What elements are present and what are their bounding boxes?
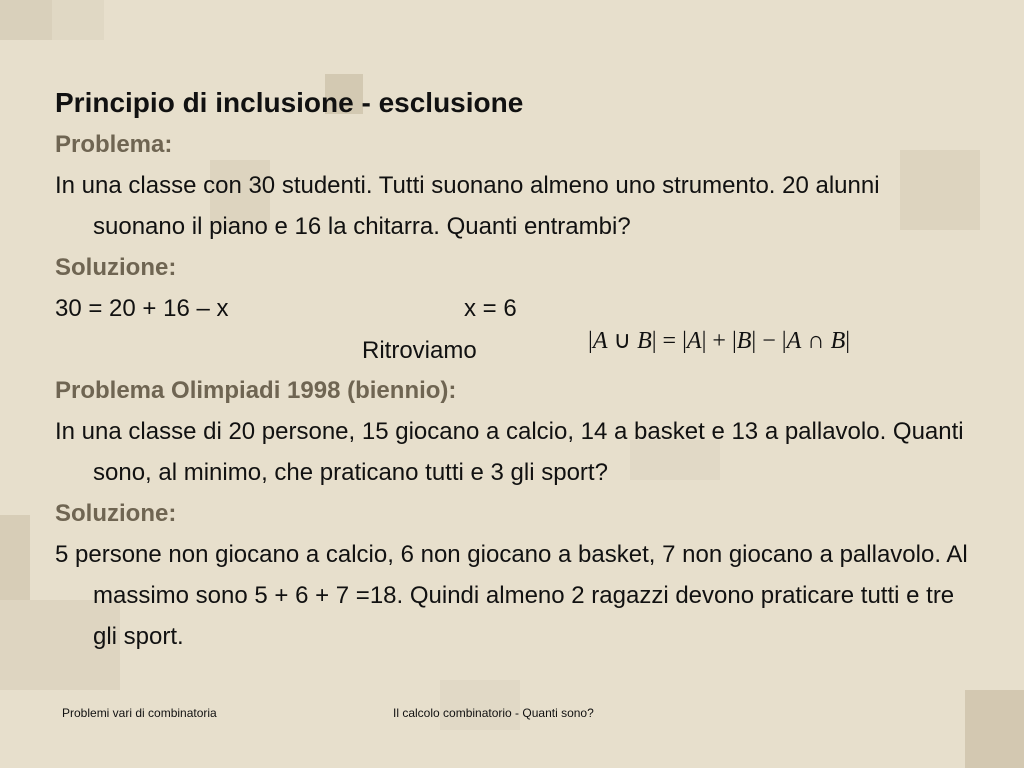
formula-minus: −: [762, 328, 776, 354]
bg-square: [965, 690, 1024, 768]
formula-bar: |: [731, 328, 737, 354]
formula-set-b: B: [637, 328, 652, 354]
formula-set-b: B: [736, 328, 752, 354]
formula-bar: |: [651, 328, 657, 354]
olympiad-solution-heading: Soluzione:: [55, 500, 177, 527]
bg-square: [0, 0, 52, 40]
formula-set-a: A: [686, 328, 702, 354]
olympiad-problem-heading: Problema Olimpiadi 1998 (biennio):: [55, 377, 457, 404]
formula-set-a: A: [786, 328, 802, 354]
footer-center: Il calcolo combinatorio - Quanti sono?: [393, 706, 594, 720]
bg-square: [52, 0, 104, 40]
olympiad-solution-text: 5 persone non giocano a calcio, 6 non giocano a basket, 7 non giocano a pallavolo. Al massimo sono 5 + 6 + 7 =18. Quindi almeno 2 ragazzi devono praticare tutti e tre gli sport.: [55, 541, 968, 650]
formula-bar: |: [845, 328, 851, 354]
problem-heading: Problema:: [55, 131, 173, 158]
formula-union: ∪: [613, 328, 632, 354]
formula-bar: |: [781, 328, 787, 354]
equation: 30 = 20 + 16 – x: [55, 295, 229, 322]
formula-set-b: B: [830, 328, 846, 354]
footer-left: Problemi vari di combinatoria: [62, 706, 217, 720]
formula-bar: |: [751, 328, 757, 354]
bg-square: [440, 680, 520, 730]
equation-result: x = 6: [464, 295, 517, 322]
formula-equals: =: [662, 328, 677, 354]
bg-square: [0, 515, 30, 605]
inclusion-exclusion-formula: [588, 326, 850, 355]
rediscover-label: Ritroviamo: [362, 337, 477, 364]
formula-intersection: ∩: [807, 328, 825, 354]
olympiad-problem-text: In una classe di 20 persone, 15 giocano a calcio, 14 a basket e 13 a pallavolo. Quanti sono, al minimo, che praticano tutti e 3 gli sport?: [55, 418, 964, 486]
formula-bar: |: [701, 328, 707, 354]
problem-text: In una classe con 30 studenti. Tutti suonano almeno uno strumento. 20 alunni suonano il piano e 16 la chitarra. Quanti entrambi?: [55, 172, 880, 240]
formula-plus: +: [712, 328, 726, 354]
solution-heading: Soluzione:: [55, 254, 177, 281]
slide-content: [55, 82, 975, 657]
formula-set-a: A: [592, 328, 608, 354]
formula-bar: |: [682, 328, 687, 354]
formula-bar: |: [588, 328, 593, 354]
slide-title: Principio di inclusione - esclusione: [55, 87, 524, 118]
